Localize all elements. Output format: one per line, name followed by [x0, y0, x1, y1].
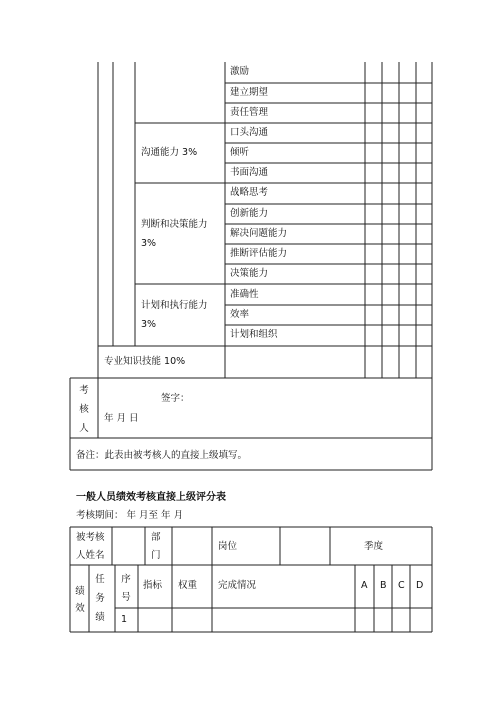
reviewer-char-1: 考 — [79, 385, 89, 396]
task-char-2: 务 — [95, 593, 105, 604]
form-title: 一般人员绩效考核直接上级评分表 — [76, 492, 226, 503]
item-organize: 计划和组织 — [230, 329, 278, 340]
label-name-1: 被考核 — [76, 532, 105, 543]
task-char-1: 任 — [95, 574, 105, 585]
assessment-period: 考核期间： 年 月至 年 月 — [76, 510, 184, 521]
label-position: 岗位 — [218, 541, 238, 552]
item-written: 书面沟通 — [230, 167, 269, 178]
label-name-2: 人姓名 — [76, 550, 105, 561]
item-oral: 口头沟通 — [230, 127, 269, 138]
label-planning-weight: 3% — [141, 319, 157, 330]
item-efficiency: 效率 — [230, 309, 250, 320]
reviewer-char-2: 核 — [79, 404, 89, 415]
label-dept-1: 部 — [151, 532, 161, 543]
perf-char-2: 效 — [75, 603, 85, 614]
grade-b: B — [380, 580, 387, 591]
item-responsibility: 责任管理 — [230, 107, 269, 118]
label-professional-skill: 专业知识技能 10% — [104, 356, 186, 367]
item-expectation: 建立期望 — [230, 87, 269, 98]
item-motivate: 激励 — [230, 66, 250, 77]
item-listen: 倾听 — [230, 147, 250, 158]
grade-d: D — [416, 580, 424, 591]
reviewer-char-3: 人 — [79, 423, 89, 434]
col-weight: 权重 — [178, 580, 198, 591]
label-communication: 沟通能力 3% — [141, 147, 198, 158]
label-planning: 计划和执行能力 — [141, 300, 208, 311]
seq-char-1: 序 — [121, 574, 131, 585]
item-accuracy: 准确性 — [230, 289, 259, 300]
signature-date: 年 月 日 — [104, 413, 139, 424]
signature-label: 签字： — [161, 393, 190, 404]
row1-seq: 1 — [121, 614, 128, 625]
perf-char-1: 绩 — [75, 586, 85, 597]
note-text: 备注：此表由被考核人的直接上级填写。 — [76, 450, 248, 461]
grade-a: A — [361, 580, 368, 591]
item-problem-solving: 解决问题能力 — [230, 228, 288, 239]
item-decision: 决策能力 — [230, 268, 269, 279]
task-char-3: 绩 — [95, 612, 105, 623]
item-strategy: 战略思考 — [230, 187, 269, 198]
seq-char-2: 号 — [121, 592, 131, 603]
grade-c: C — [398, 580, 405, 591]
col-completion: 完成情况 — [218, 580, 257, 591]
label-dept-2: 门 — [151, 550, 161, 561]
item-evaluation: 推断评估能力 — [230, 248, 288, 259]
col-indicator: 指标 — [143, 580, 163, 591]
item-innovation: 创新能力 — [230, 208, 269, 219]
label-judgement: 判断和决策能力 — [141, 219, 208, 230]
label-season: 季度 — [364, 541, 384, 552]
label-judgement-weight: 3% — [141, 238, 157, 249]
